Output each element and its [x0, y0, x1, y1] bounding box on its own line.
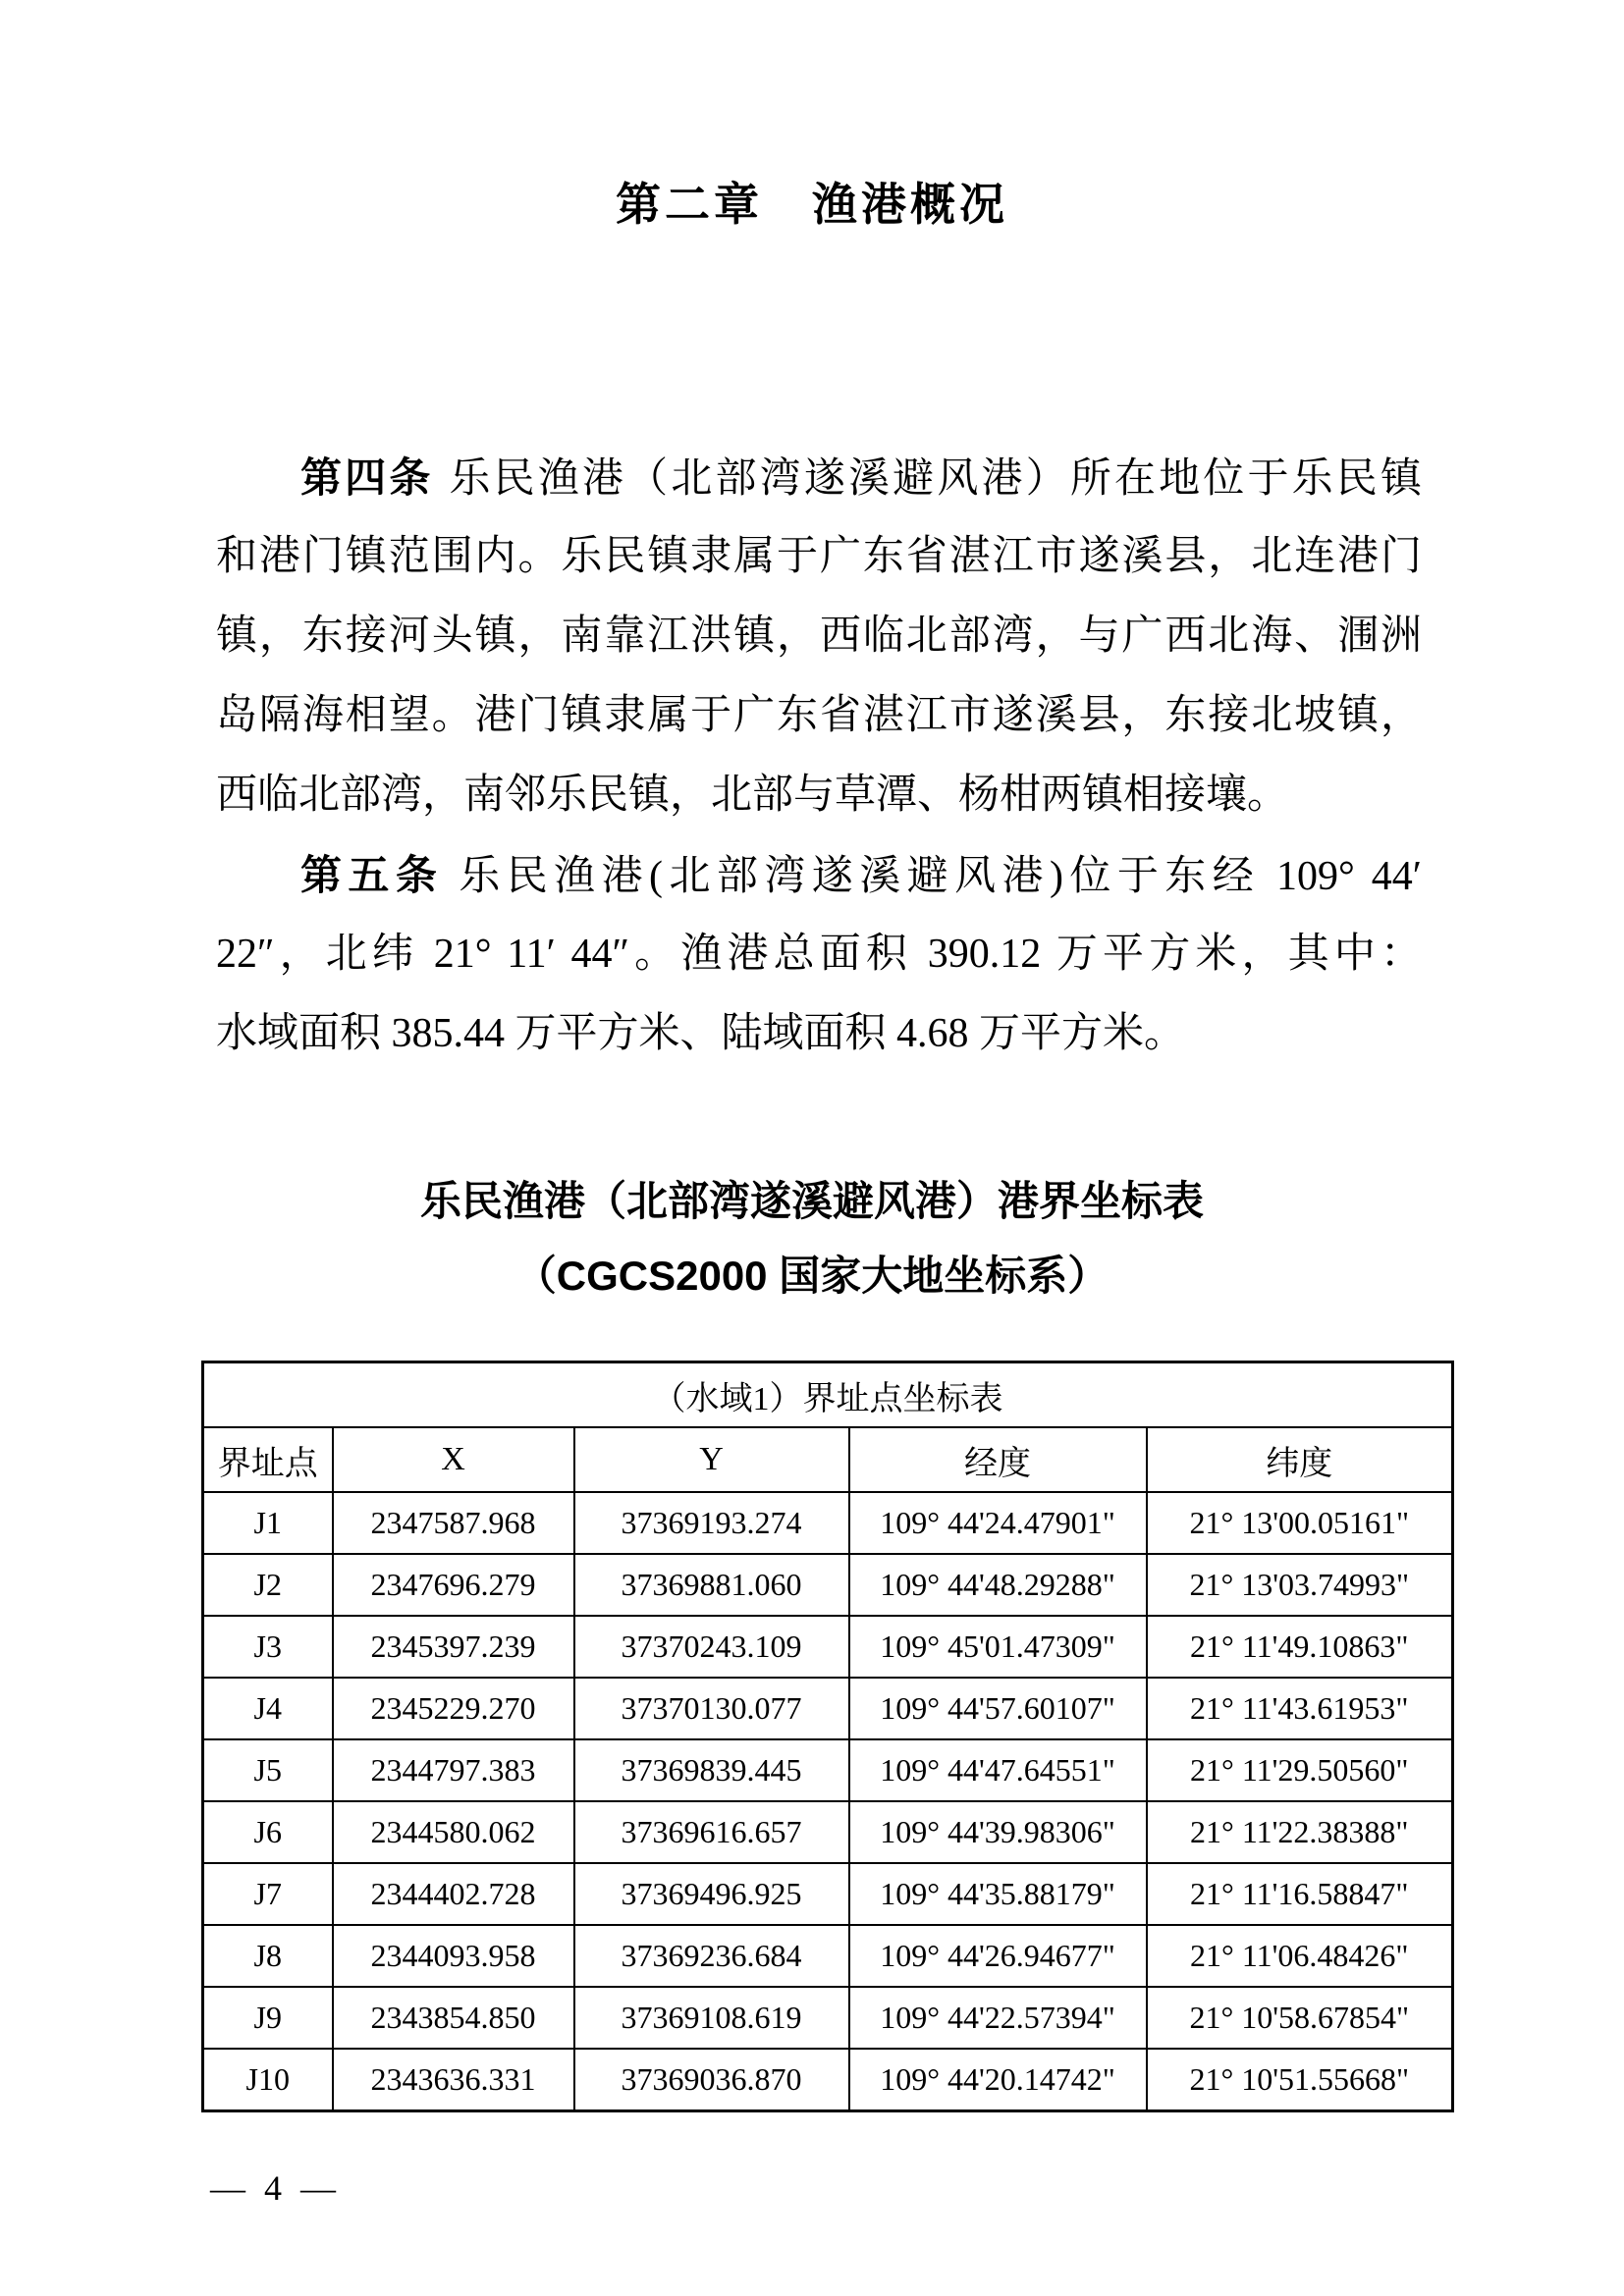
body-line: 22″，北纬 21° 11′ 44″。渔港总面积 390.12 万平方米，其中：: [216, 932, 1422, 977]
table-cell: 21° 11'16.58847": [1147, 1863, 1453, 1925]
table-cell: 37369236.684: [574, 1925, 849, 1987]
body-line: 镇，东接河头镇，南靠江洪镇，西临北部湾，与广西北海、涠洲: [216, 614, 1422, 659]
table-cell: 21° 13'03.74993": [1147, 1554, 1453, 1616]
body-line: 西临北部湾，南邻乐民镇，北部与草潭、杨柑两镇相接壤。: [216, 773, 1289, 818]
body-line: [216, 835, 1422, 915]
table-cell: 109° 44'48.29288": [849, 1554, 1147, 1616]
table-row: [203, 1678, 1453, 1739]
table-cell: J9: [203, 1987, 333, 2049]
table-cell: 21° 13'00.05161": [1147, 1492, 1453, 1554]
table-row: [203, 1987, 1453, 2049]
table-cell: 21° 10'58.67854": [1147, 1987, 1453, 2049]
header-latitude: 纬度: [1147, 1427, 1453, 1492]
article-line-text: 乐民渔港(北部湾遂溪避风港)位于东经 109° 44′: [459, 854, 1422, 899]
table-cell: 109° 44'47.64551": [849, 1739, 1147, 1801]
table-cell: 37369616.657: [574, 1801, 849, 1863]
body-line: [216, 438, 1422, 517]
table-title: [0, 1164, 1624, 1313]
table-cell: 2343636.331: [333, 2049, 574, 2111]
table-row: [203, 1554, 1453, 1616]
table-cell: 2344797.383: [333, 1739, 574, 1801]
table-cell: J10: [203, 2049, 333, 2111]
table-cell: 37369496.925: [574, 1863, 849, 1925]
table-cell: 21° 11'22.38388": [1147, 1801, 1453, 1863]
table-cell: J8: [203, 1925, 333, 1987]
table-cell: 109° 44'24.47901": [849, 1492, 1147, 1554]
header-point-id: 界址点: [203, 1427, 333, 1492]
table-cell: J3: [203, 1616, 333, 1678]
body-text: [216, 438, 1422, 1074]
table-cell: 109° 44'35.88179": [849, 1863, 1147, 1925]
table-cell: 109° 44'20.14742": [849, 2049, 1147, 2111]
article-line-text: 乐民渔港（北部湾遂溪避风港）所在地位于乐民镇: [449, 456, 1422, 502]
body-line: 岛隔海相望。港门镇隶属于广东省湛江市遂溪县，东接北坡镇，: [216, 693, 1422, 738]
table-header-row: [203, 1427, 1453, 1492]
table-cell: 2345229.270: [333, 1678, 574, 1739]
table-head: [203, 1362, 1453, 1493]
table-cell: 21° 11'29.50560": [1147, 1739, 1453, 1801]
table-cell: 2344580.062: [333, 1801, 574, 1863]
article-label: 第五条: [300, 852, 444, 898]
table-cell: 2344402.728: [333, 1863, 574, 1925]
table-caption: （水域1）界址点坐标表: [203, 1362, 1453, 1428]
table-cell: 109° 44'26.94677": [849, 1925, 1147, 1987]
table-row: [203, 1925, 1453, 1987]
table-cell: J5: [203, 1739, 333, 1801]
header-longitude: 经度: [849, 1427, 1147, 1492]
table-cell: 37370130.077: [574, 1678, 849, 1739]
table-cell: 109° 44'39.98306": [849, 1801, 1147, 1863]
table-row: [203, 1801, 1453, 1863]
table-cell: J1: [203, 1492, 333, 1554]
table-cell: 37369108.619: [574, 1987, 849, 2049]
table-cell: 109° 44'57.60107": [849, 1678, 1147, 1739]
table-cell: J7: [203, 1863, 333, 1925]
table-cell: 2344093.958: [333, 1925, 574, 1987]
body-line: 和港门镇范围内。乐民镇隶属于广东省湛江市遂溪县，北连港门: [216, 534, 1422, 579]
table-cell: 37369839.445: [574, 1739, 849, 1801]
table-cell: 21° 11'06.48426": [1147, 1925, 1453, 1987]
table-row: [203, 1863, 1453, 1925]
table-row: [203, 1492, 1453, 1554]
table-cell: 37369881.060: [574, 1554, 849, 1616]
header-x: X: [333, 1427, 574, 1492]
coordinates-table: [201, 1361, 1454, 2112]
table-cell: J4: [203, 1678, 333, 1739]
table-title-line2: （CGCS2000 国家大地坐标系）: [514, 1253, 1110, 1299]
table-cell: 109° 45'01.47309": [849, 1616, 1147, 1678]
table-title-line1: 乐民渔港（北部湾遂溪避风港）港界坐标表: [419, 1178, 1204, 1224]
table-row: [203, 1616, 1453, 1678]
body-line: 水域面积 385.44 万平方米、陆域面积 4.68 万平方米。: [216, 1011, 1186, 1056]
table-cell: J6: [203, 1801, 333, 1863]
table-cell: 37370243.109: [574, 1616, 849, 1678]
table-row: [203, 2049, 1453, 2111]
table-caption-row: [203, 1362, 1453, 1428]
table-cell: 2343854.850: [333, 1987, 574, 2049]
table-cell: 21° 11'43.61953": [1147, 1678, 1453, 1739]
chapter-title: 第二章 渔港概况: [616, 179, 1008, 230]
table-cell: 21° 10'51.55668": [1147, 2049, 1453, 2111]
table-cell: 109° 44'22.57394": [849, 1987, 1147, 2049]
table-body: [203, 1492, 1453, 2111]
page-number: — 4 —: [210, 2168, 341, 2208]
table-cell: J2: [203, 1554, 333, 1616]
table-cell: 2345397.239: [333, 1616, 574, 1678]
table-cell: 2347587.968: [333, 1492, 574, 1554]
table-cell: 37369193.274: [574, 1492, 849, 1554]
table-row: [203, 1739, 1453, 1801]
table-cell: 37369036.870: [574, 2049, 849, 2111]
table-cell: 2347696.279: [333, 1554, 574, 1616]
article-label: 第四条: [300, 454, 434, 501]
table-cell: 21° 11'49.10863": [1147, 1616, 1453, 1678]
header-y: Y: [574, 1427, 849, 1492]
